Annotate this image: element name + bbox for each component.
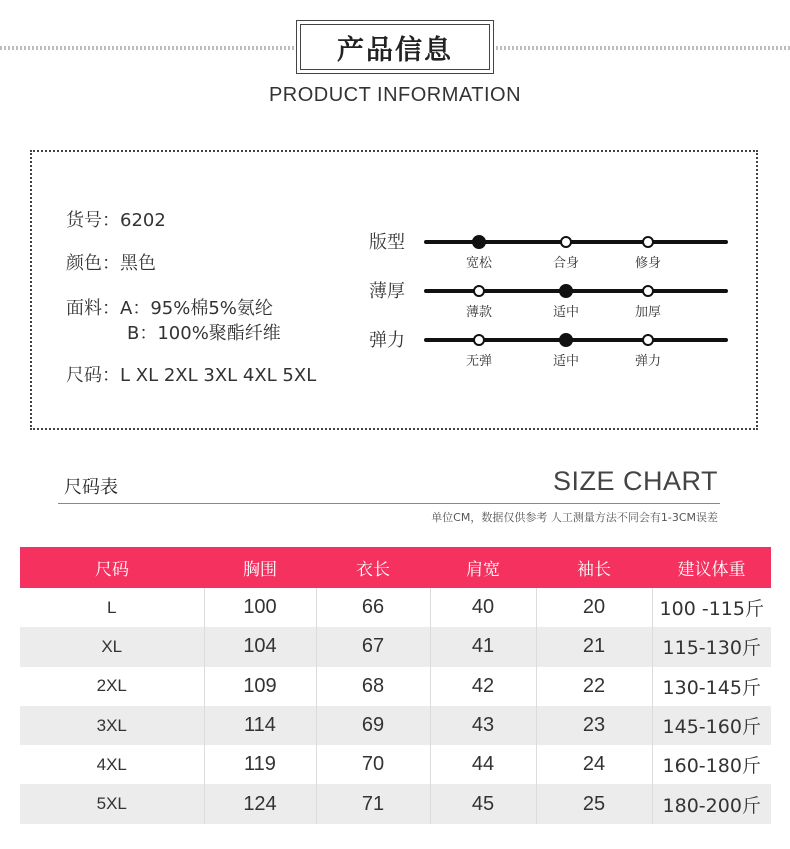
scale-option-label: 宽松 [465,256,492,271]
table-row [20,627,771,666]
size-chart-note: 单位CM，数据仅供参考 人工测量方法不同会有1-3CM误差 [431,511,718,524]
scale-dot [642,285,654,297]
table-cell: 22 [536,667,652,706]
header-title-box [296,20,494,74]
table-row [20,745,771,784]
table-cell: 41 [430,627,536,666]
table-cell: 130-145斤 [652,667,771,706]
column-header: 胸围 [204,547,316,588]
size-cell: 5XL [20,784,204,823]
table-cell: 100 -115斤 [652,588,771,627]
table-row [20,588,771,627]
scale-option-label: 弹力 [634,354,661,369]
scale-label: 薄厚 [369,281,405,302]
table-cell: 25 [536,784,652,823]
size-chart-title: 尺码表 [64,477,118,498]
scale-dot-selected [472,235,486,249]
size-cell: 3XL [20,706,204,745]
scale-option-label: 适中 [552,354,579,369]
scale-option-label: 薄款 [465,305,492,320]
page-title: 产品信息 [300,24,490,70]
column-header: 肩宽 [430,547,536,588]
scale-track [424,338,728,342]
table-cell: 66 [316,588,430,627]
scale-option-label: 无弹 [465,354,492,369]
table-cell: 20 [536,588,652,627]
scale-dot [473,285,485,297]
scale-dot [560,236,572,248]
size-list: 尺码：L XL 2XL 3XL 4XL 5XL [66,365,317,386]
table-cell: 115-130斤 [652,627,771,666]
table-cell: 114 [204,706,316,745]
table-header-row [20,547,771,588]
scale-track [424,289,728,293]
table-cell: 24 [536,745,652,784]
table-cell: 124 [204,784,316,823]
column-header: 尺码 [20,547,204,588]
color-info: 颜色：黑色 [66,253,156,274]
table-cell: 42 [430,667,536,706]
table-cell: 104 [204,627,316,666]
table-cell: 100 [204,588,316,627]
table-row [20,667,771,706]
size-table [20,547,771,824]
table-row [20,784,771,823]
scale-option-label: 适中 [552,305,579,320]
table-cell: 40 [430,588,536,627]
product-info-panel [30,150,758,430]
table-row [20,706,771,745]
table-cell: 69 [316,706,430,745]
column-header: 衣长 [316,547,430,588]
size-chart-title-en: SIZE CHART [552,466,718,496]
table-cell: 70 [316,745,430,784]
size-chart-divider [58,503,720,504]
header-divider-right [496,46,790,50]
table-cell: 145-160斤 [652,706,771,745]
scale-option-label: 修身 [634,256,661,271]
table-cell: 23 [536,706,652,745]
table-cell: 109 [204,667,316,706]
header-divider-left [0,46,296,50]
table-cell: 180-200斤 [652,784,771,823]
table-cell: 119 [204,745,316,784]
table-cell: 44 [430,745,536,784]
column-header: 袖长 [536,547,652,588]
scale-label: 版型 [369,232,405,253]
table-cell: 43 [430,706,536,745]
scale-dot-selected [559,284,573,298]
size-cell: XL [20,627,204,666]
fabric-info-a: 面料：A：95%棉5%氨纶 [66,298,273,319]
fabric-info-b: B：100%聚酯纤维 [127,323,281,344]
scale-option-label: 合身 [552,256,579,271]
scale-dot [473,334,485,346]
scale-dot [642,334,654,346]
table-cell: 21 [536,627,652,666]
size-cell: 4XL [96,754,127,774]
table-cell: 71 [316,784,430,823]
scale-label: 弹力 [369,330,405,351]
scale-dot-selected [559,333,573,347]
scale-dot [642,236,654,248]
size-cell: L [107,597,117,617]
table-cell: 68 [316,667,430,706]
scale-option-label: 加厚 [634,305,661,320]
column-header: 建议体重 [652,547,771,588]
table-cell: 160-180斤 [652,745,771,784]
scale-track [424,240,728,244]
table-cell: 67 [316,627,430,666]
page-subtitle: PRODUCT INFORMATION [268,84,522,106]
item-number: 货号：6202 [66,210,166,231]
size-cell: 2XL [96,676,127,696]
table-cell: 45 [430,784,536,823]
